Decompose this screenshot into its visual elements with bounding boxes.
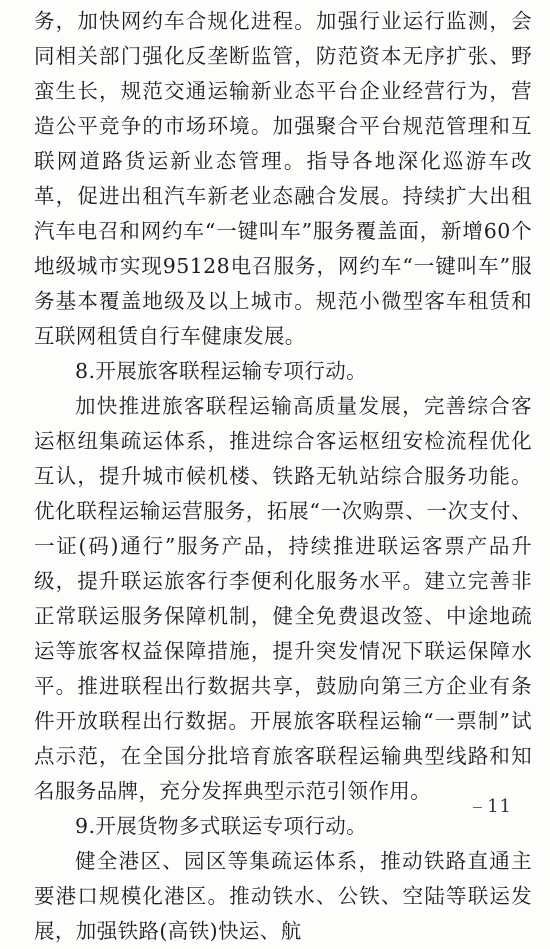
document-body	[34, 4, 532, 949]
paragraph-passenger-intermodal: 加快推进旅客联程运输高质量发展，完善综合客运枢纽集疏运体系，推进综合客运枢纽安检流程优化互认，提升城市候机楼、铁路无轨站综合服务功能。优化联程运输运营服务，拓展“一次购票、一次支付、一证(码)通行”服务产品，持续推进联运客票产品升级，提升联运旅客行李便利化服务水平。建立完善非正常联运服务保障机制，健全免费退改签、中途地疏运等旅客权益保障措施，提升突发情况下联运保障水平。推进联程出行数据共享，鼓励向第三方企业有条件开放联程出行数据。开展旅客联程运输“一票制”试点示范，在全国分批培育旅客联程运输典型线路和知名服务品牌，充分发挥典型示范引领作用。	[34, 394, 532, 803]
page-number: 11	[473, 796, 512, 817]
section-heading-8: 8.开展旅客联程运输专项行动。	[75, 359, 368, 383]
paragraph-freight-multimodal: 健全港区、园区等集疏运体系，推动铁路直通主要港口规模化港区。推动铁水、公铁、空陆等联运发展，加强铁路(高铁)快运、航	[34, 849, 532, 943]
paragraph-ride-hailing: 务，加快网约车合规化进程。加强行业运行监测，会同相关部门强化反垄断监管，防范资本无序扩张、野蛮生长，规范交通运输新业态平台企业经营行为，营造公平竞争的市场环境。加强聚合平台规范管理和互联网道路货运新业态管理。指导各地深化巡游车改革，促进出租汽车新老业态融合发展。持续扩大出租汽车电召和网约车“一键叫车”服务覆盖面，新增60个地级城市实现95128电召服务，网约车“一键叫车”服务基本覆盖地级及以上城市。规范小微型客车租赁和互联网租赁自行车健康发展。	[34, 9, 532, 348]
section-heading-9: 9.开展货物多式联运专项行动。	[75, 814, 368, 838]
